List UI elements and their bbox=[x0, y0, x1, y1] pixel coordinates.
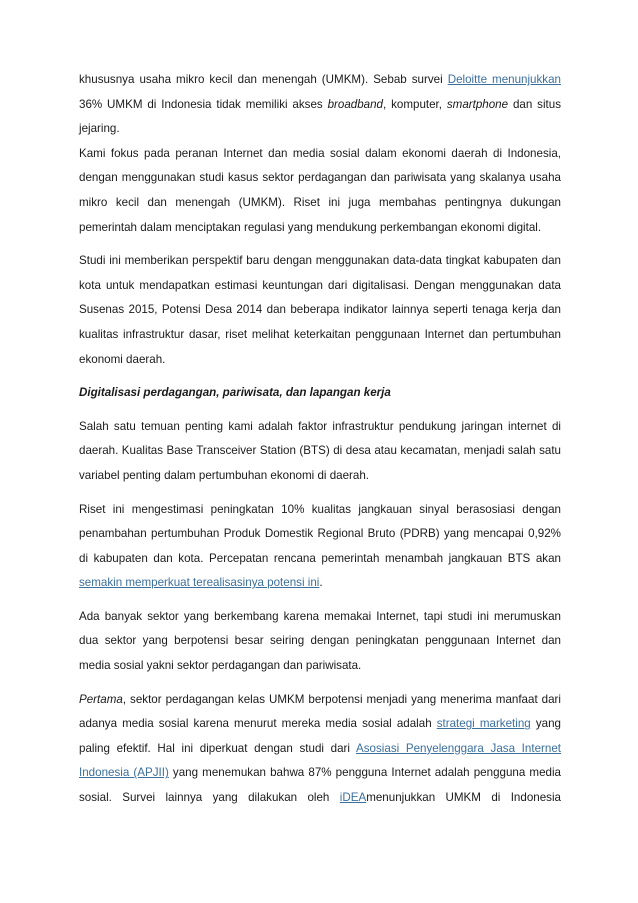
text: yang menemukan bahwa 87% pengguna Internet adalah pengguna media sosial. Survei lainnya yang dilakukan oleh bbox=[79, 766, 561, 805]
italic-text: Pertama bbox=[79, 692, 123, 706]
text: 36% UMKM di Indonesia tidak memiliki akses bbox=[79, 97, 328, 111]
paragraph-sectors: Ada banyak sektor yang berkembang karena memakai Internet, tapi studi ini merumuskan dua sektor yang berpotensi besar seiring dengan peningkatan penggunaan Internet dan media sosial yakni sektor perdagangan dan pariwisata. bbox=[79, 609, 561, 673]
text: , komputer, bbox=[383, 97, 447, 111]
link-apjii[interactable]: Asosiasi Penyelenggara Jasa Internet Indonesia (APJII) bbox=[79, 741, 561, 780]
document-page bbox=[79, 68, 561, 811]
link-deloitte[interactable]: Deloitte menunjukkan bbox=[447, 73, 561, 86]
paragraph-first-sector bbox=[79, 688, 561, 811]
paragraph-focus: Kami fokus pada peranan Internet dan media sosial dalam ekonomi daerah di Indonesia, dengan menggunakan studi kasus sektor perdagangan dan pariwisata yang skalanya usaha mikro kecil dan menengah (UMKM). Riset ini juga membahas pentingnya dukungan pemerintah dalam menciptakan regulasi yang mendukung perkembangan ekonomi digital. bbox=[79, 146, 561, 234]
link-potensi[interactable]: semakin memperkuat terealisasinya potensi ini bbox=[79, 576, 320, 590]
text: , sektor perdagangan kelas UMKM berpotensi menjadi yang menerima manfaat dari adanya media sosial karena menurut mereka media sosial adalah bbox=[79, 692, 561, 731]
paragraph-infrastructure: Salah satu temuan penting kami adalah faktor infrastruktur pendukung jaringan internet di daerah. Kualitas Base Transceiver Station (BTS) di desa atau kecamatan, menjadi salah satu variabel penting dalam pertumbuhan ekonomi di daerah. bbox=[79, 419, 561, 482]
text: khususnya usaha mikro kecil dan menengah (UMKM). Sebab survei bbox=[79, 73, 448, 86]
link-idea[interactable]: iDEA bbox=[339, 791, 367, 805]
text: . bbox=[319, 576, 323, 590]
italic-text: smartphone bbox=[446, 97, 509, 111]
text: Riset ini mengestimasi peningkatan 10% kualitas jangkauan sinyal berasosiasi dengan penambahan pertumbuhan Produk Domestik Regional Bruto (PDRB) yang mencapai 0,92% di kabupaten dan kota. Percepatan rencana pemerintah menambah jangkauan BTS akan bbox=[79, 502, 561, 565]
text: yang paling efektif. Hal ini diperkuat dengan studi dari bbox=[79, 717, 561, 755]
text: dan situs jejaring. bbox=[79, 97, 561, 136]
link-strategi-marketing[interactable]: strategi marketing bbox=[436, 717, 531, 731]
paragraph-umkm-survey bbox=[79, 68, 561, 142]
italic-text: broadband bbox=[327, 97, 384, 111]
section-heading: Digitalisasi perdagangan, pariwisata, dan lapangan kerja bbox=[79, 386, 391, 400]
paragraph-bts-estimate bbox=[79, 498, 561, 596]
text: menunjukkan UMKM di Indonesia bbox=[366, 791, 561, 805]
paragraph-study-perspective: Studi ini memberikan perspektif baru dengan menggunakan data-data tingkat kabupaten dan kota untuk mendapatkan estimasi keuntungan dari digitalisasi. Dengan menggunakan data Susenas 2015, Potensi Desa 2014 dan beberapa indikator lainnya seperti tenaga kerja dan kualitas infrastruktur dasar, riset melihat keterkaitan penggunaan Internet dan pertumbuhan ekonomi daerah. bbox=[79, 254, 561, 366]
